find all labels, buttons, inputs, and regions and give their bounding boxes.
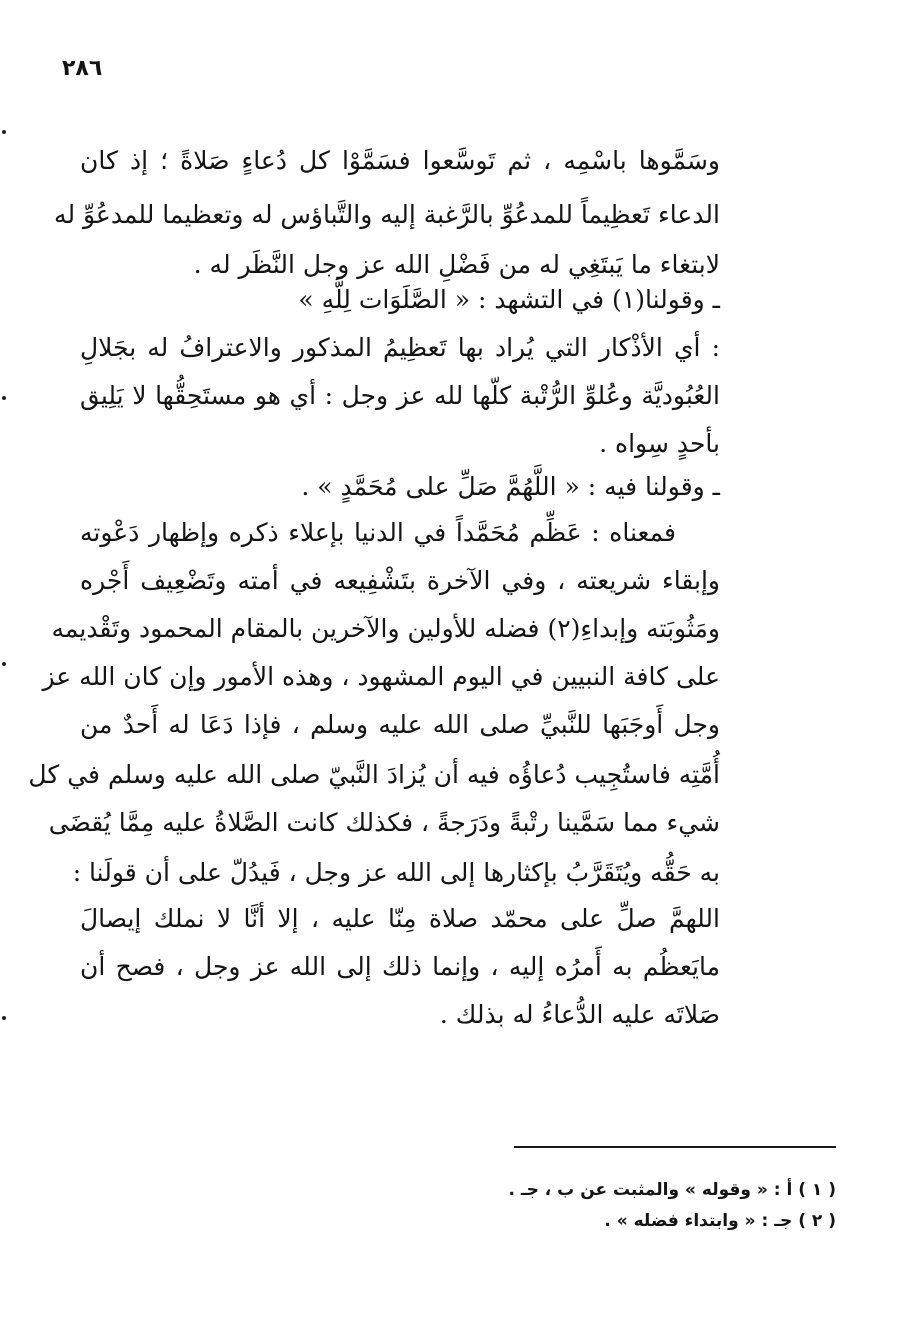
text-line: وإبقاء شريعته ، وفي الآخرة بتَشْفِيعه في أمته وتَضْعِيف أَجْره xyxy=(80,566,720,595)
text-line: وجل أَوجَبَها للنَّبيِّ صلى الله عليه وسلم ، فإذا دَعَا له أَحدٌ من xyxy=(80,710,720,739)
text-line: بأحدٍ سِواه . xyxy=(599,429,720,458)
text-line: مايَعظُم به أَمرُه إليه ، وإنما ذلك إلى الله عز وجل ، فصح أن xyxy=(80,952,720,981)
text-line: العُبُوديَّة وعُلوِّ الرُّتْبة كلّها لله عز وجل : أي هو مستَحِقُّها لا يَلِيق xyxy=(80,381,720,410)
text-line: لابتغاء ما يَبتَغِي له من فَضْلِ الله عز وجل النَّظَر له . xyxy=(193,250,720,279)
text-line: اللهمَّ صلِّ على محمّد صلاة مِنّا عليه ، إلا أنَّا لا نملك إيصالَ xyxy=(80,904,720,933)
text-line: ـ وقولنا(١) في التشهد : « الصَّلَوَات لِلَّهِ » xyxy=(298,285,720,314)
footnote-2: ( ٢ ) جـ : « وابتداء فضله » . xyxy=(604,1211,836,1231)
text-line: فمعناه : عَظِّم مُحَمَّداً في الدنيا بإعلاء ذكره وإظهار دَعْوته xyxy=(80,518,676,547)
page-number: ٢٨٦ xyxy=(62,56,103,81)
text-line: أُمَّتِه فاستُجِيب دُعاؤُه فيه أن يُزادَ النَّبيّ صلى الله عليه وسلم في كل xyxy=(28,760,720,789)
text-line: وسَمَّوها باسْمِه ، ثم تَوسَّعوا فسَمَّوْا كل دُعاءٍ صَلاةً ؛ إذ كان xyxy=(80,146,720,175)
margin-mark xyxy=(2,396,6,400)
footnote-separator xyxy=(514,1146,836,1148)
text-line: : أي الأذْكار التي يُراد بها تَعظِيمُ المذكور والاعترافُ له بجَلالِ xyxy=(80,333,720,362)
text-line: شيء مما سَمَّينا رتْبةً ودَرَجةً ، فكذلك كانت الصَّلاةُ عليه مِمَّا يُقضَى xyxy=(48,808,720,837)
text-line: الدعاء تَعظِيماً للمدعُوِّ بالرَّغبة إليه والتَّباؤس له وتعظيما للمدعُوِّ له xyxy=(54,200,720,229)
text-line: صَلاتَه عليه الدُّعاءُ له بذلك . xyxy=(439,1000,720,1029)
text-line: على كافة النبيين في اليوم المشهود ، وهذه الأمور وإن كان الله عز xyxy=(42,662,720,691)
footnote-1: ( ١ ) أ : « وقوله » والمثبت عن ب ، جـ . xyxy=(508,1180,836,1200)
margin-mark xyxy=(2,662,6,666)
text-line: به حَقُّه ويُتَقَرَّبُ بإكثارها إلى الله عز وجل ، فَيدُلّ على أن قولَنا : xyxy=(72,858,720,887)
text-line: ومَثُوبَته وإبداءِ(٢) فضله للأولين والآخرين بالمقام المحمود وتَقْديمه xyxy=(51,614,720,643)
text-line: ـ وقولنا فيه : « اللَّهُمَّ صَلِّ على مُحَمَّدٍ » . xyxy=(301,472,720,501)
margin-mark xyxy=(2,130,6,134)
margin-mark xyxy=(2,1016,6,1020)
